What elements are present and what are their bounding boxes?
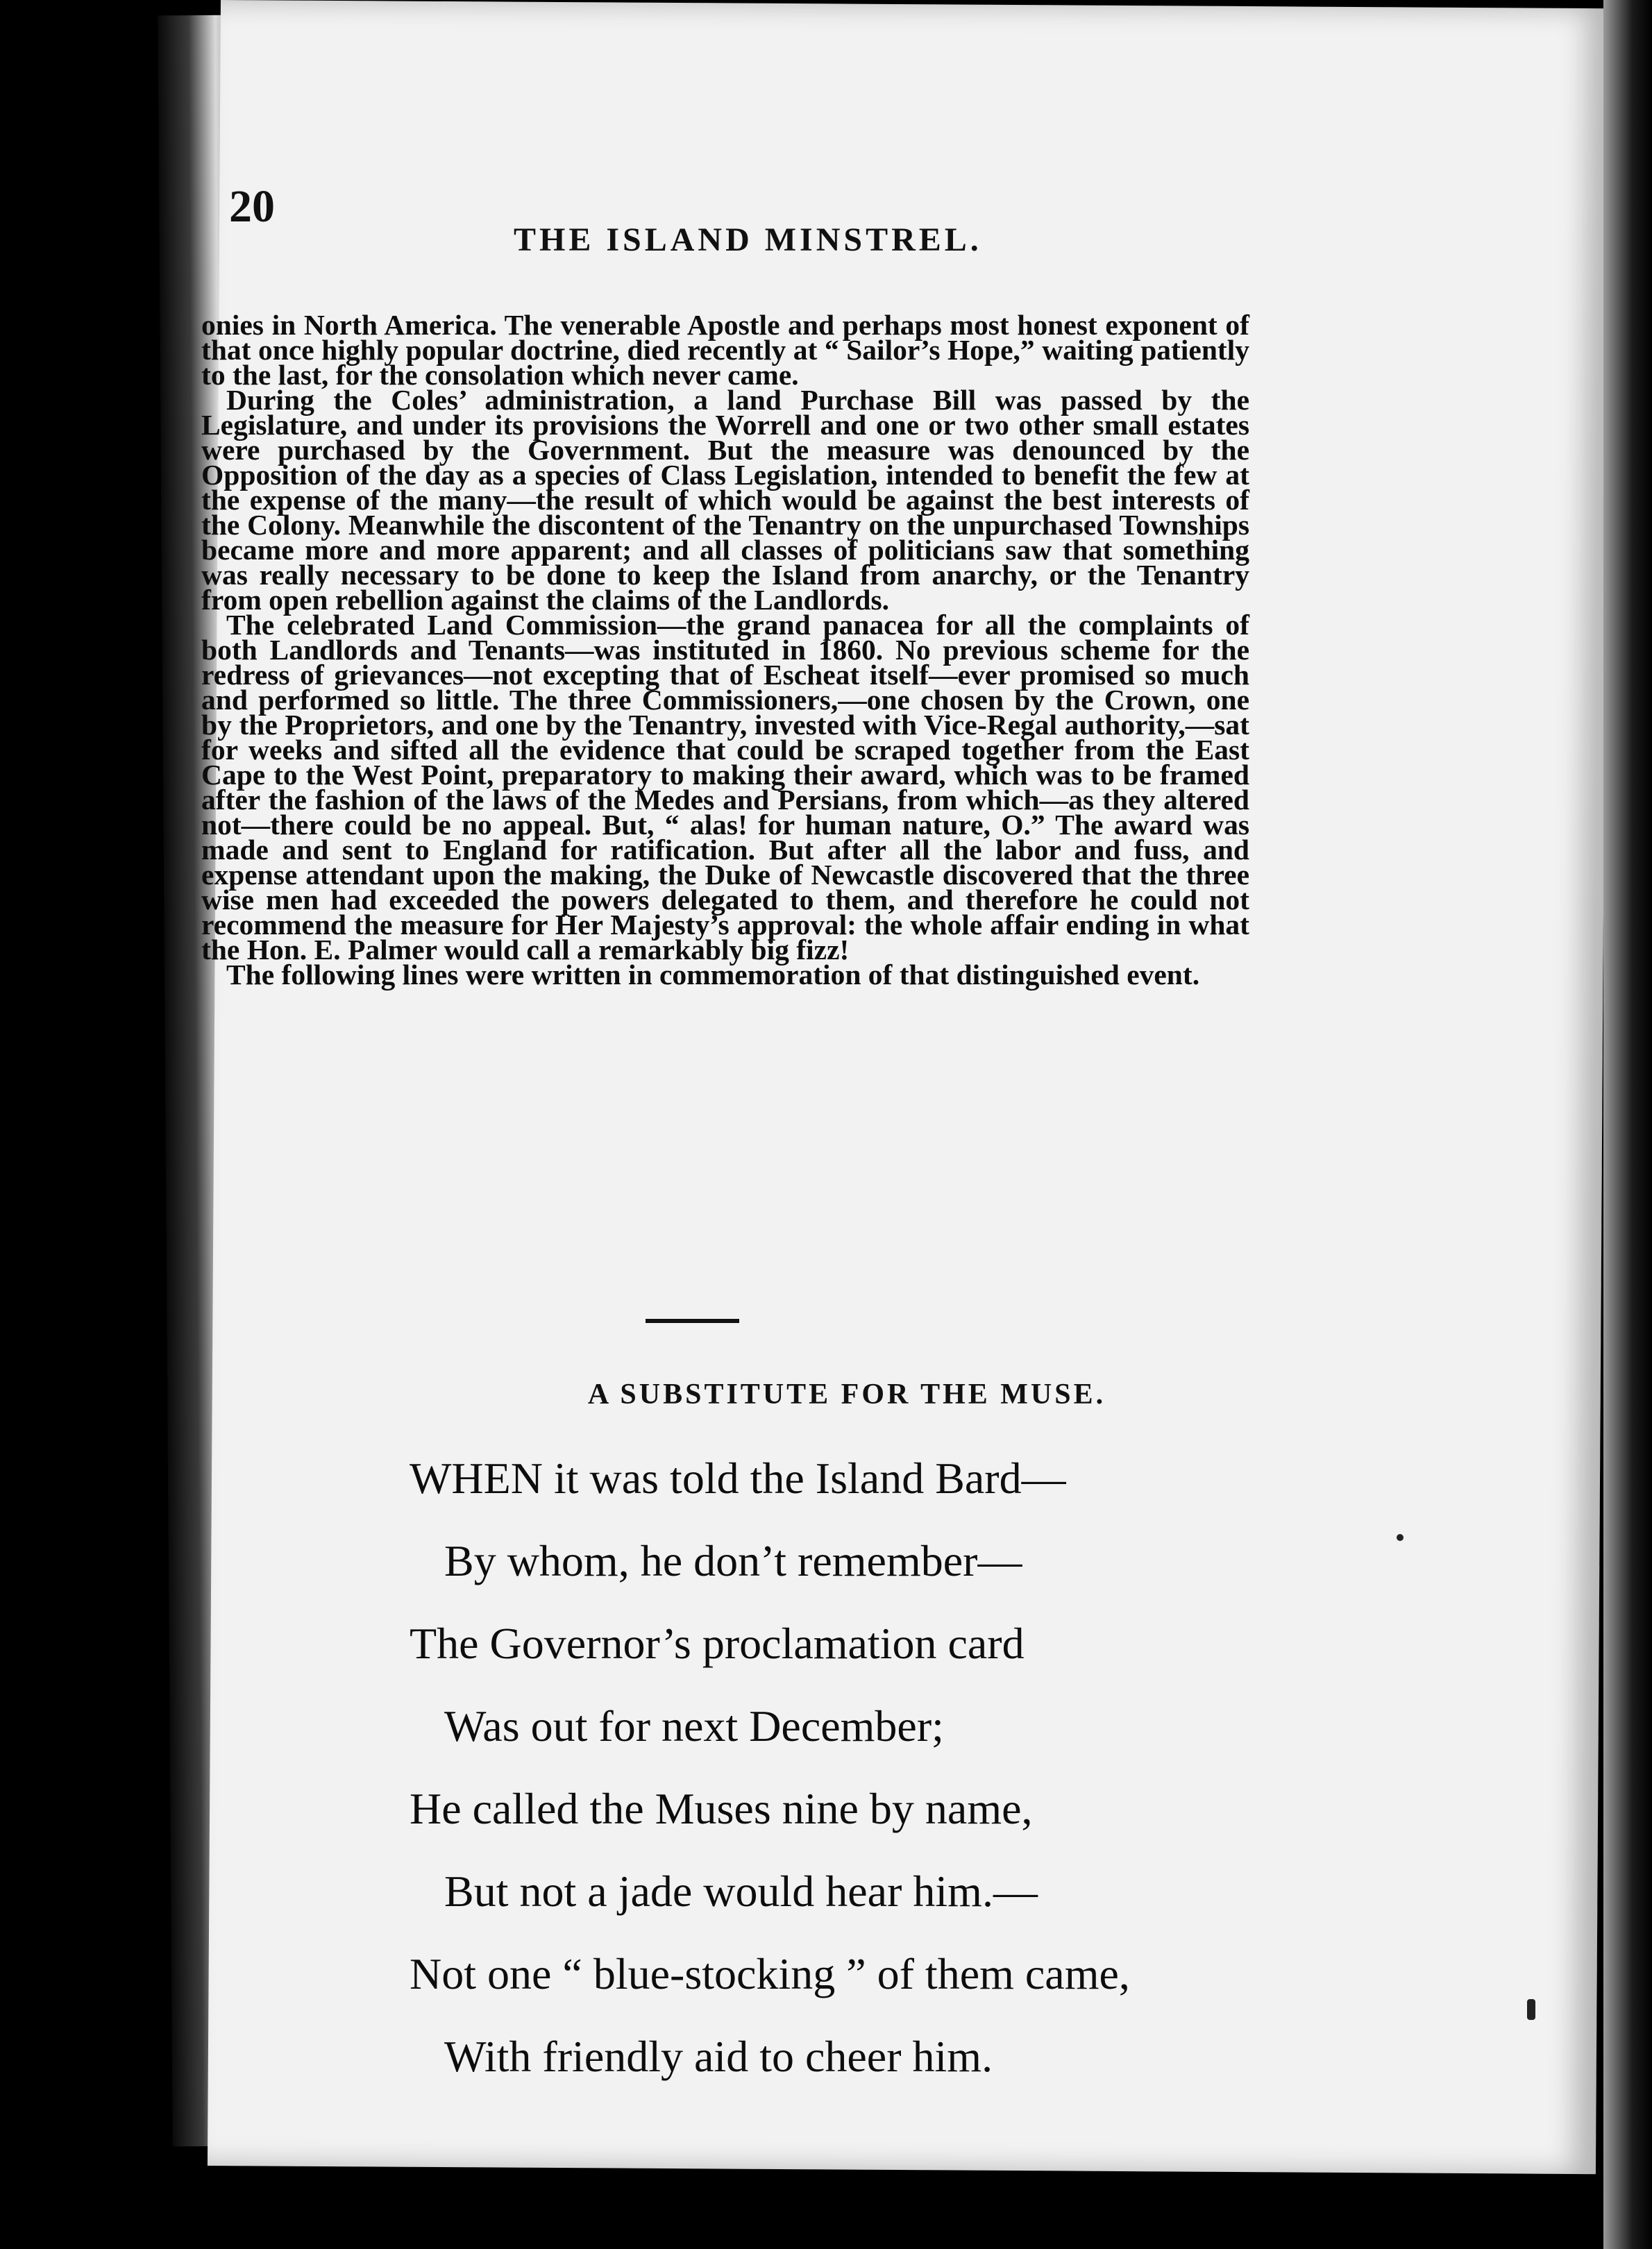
poem-line: With friendly aid to cheer him. (444, 2032, 993, 2081)
poem-line: But not a jade would hear him.— (444, 1867, 1038, 1916)
poem-line: The Governor’s proclamation card (410, 1619, 1025, 1668)
poem-line: Was out for next December; (444, 1701, 944, 1751)
body-text (201, 309, 1249, 991)
poem-line: Not one “ blue-stocking ” of them came, (410, 1949, 1130, 1998)
paragraph: The celebrated Land Commission—the grand panacea for all the complaints of both Landlords and Tenants—was instituted in 1860. No previous scheme for the redress of grievances—not excepting that of Escheat itself—ever promised so much and performed so little. The three Commissioners,—one chosen by the Crown, one by the Proprietors, and one by the Tenantry, invested with Vice-Regal authority,—sat for weeks and sifted all the evidence that could be scraped together from the East Cape to the West Point, preparatory to making their award, which was to be framed after the fashion of the laws of the Medes and Persians, from which—as they altered not—there could be no appeal. But, “ alas! for human nature, O.” The award was made and sent to England for ratification. But after all the labor and fuss, and expense attendant upon the making, the Duke of Newcastle discovered that the three wise men had exceeded the powers delegated to them, and therefore he could not recommend the measure for Her Majesty’s approval: the whole affair ending in what the Hon. E. Palmer would call a remarkably big fizz! (201, 609, 1249, 966)
page-right-shadow (1603, 0, 1652, 2249)
poem-line: He called the Muses nine by name, (410, 1784, 1033, 1833)
poem (410, 1437, 1130, 2098)
poem-line: WHEN it was told the Island Bard— (410, 1454, 1066, 1503)
poem-line: By whom, he don’t remember— (444, 1536, 1022, 1585)
page-number: 20 (229, 181, 275, 232)
poem-title: A SUBSTITUTE FOR THE MUSE. (587, 1379, 1106, 1410)
print-speck (1397, 1534, 1404, 1541)
print-speck (1527, 1999, 1535, 2020)
paragraph: During the Coles’ administration, a land Purchase Bill was passed by the Legislature, and under its provisions the Worrell and one or two other small estates were purchased by the Government. But the measure was denounced by the Opposition of the day as a species of Class Legislation, intended to benefit the few at the expense of the many—the result of which would be against the best interests of the Colony. Meanwhile the discontent of the Tenantry on the unpurchased Townships became more and more apparent; and all classes of politicians saw that something was really necessary to be done to keep the Island from anarchy, or the Tenantry from open rebellion against the claims of the Landlords. (201, 384, 1249, 616)
paragraph: onies in North America. The venerable Apostle and perhaps most honest exponent of that once highly popular doctrine, died recently at “ Sailor’s Hope,” waiting patiently to the last, for the consolation which never came. (201, 309, 1249, 391)
paragraph: The following lines were written in commemoration of that distinguished event. (226, 959, 1200, 991)
running-title: THE ISLAND MINSTREL. (514, 221, 982, 258)
section-divider (646, 1319, 739, 1323)
